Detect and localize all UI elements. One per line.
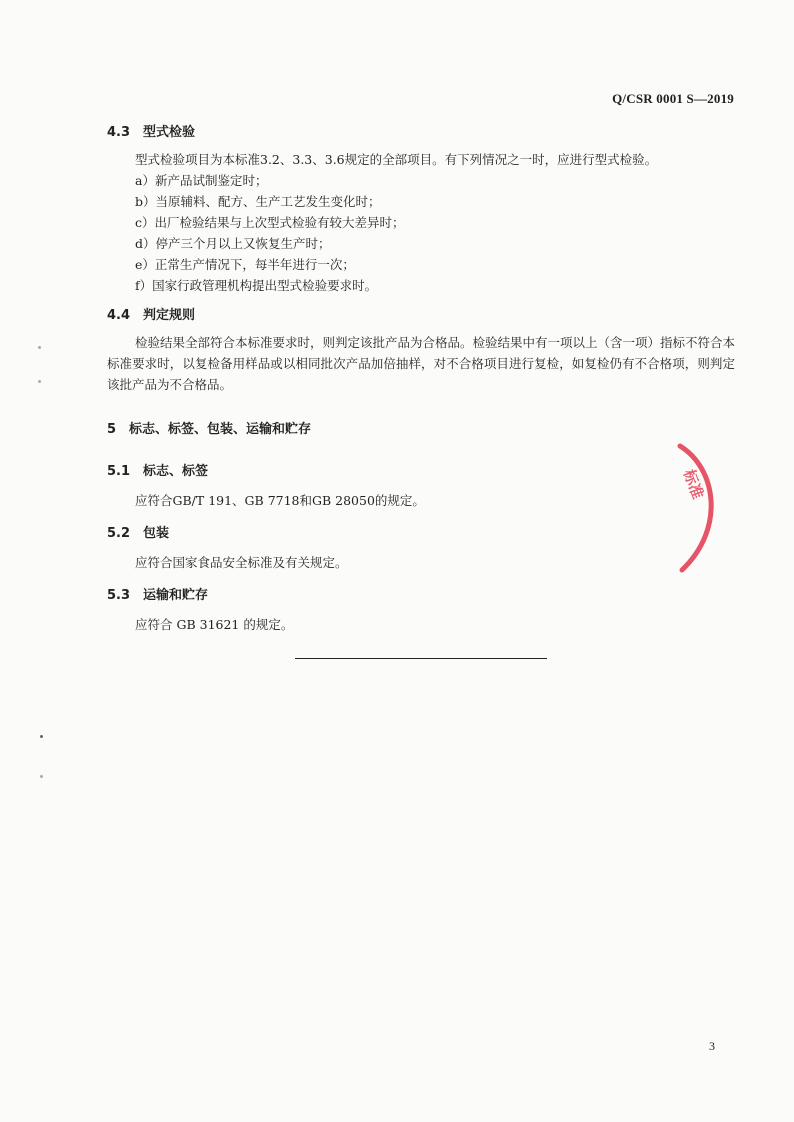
- section-5-2-body: 应符合国家食品安全标准及有关规定。: [135, 555, 348, 570]
- section-title: 运输和贮存: [143, 588, 209, 603]
- official-seal-stamp: [668, 438, 728, 578]
- section-4-3-heading: [107, 121, 195, 140]
- section-5-3-heading: [107, 584, 208, 603]
- list-item: a）新产品试制鉴定时；: [135, 173, 268, 188]
- section-title: 标志、标签: [143, 464, 209, 479]
- page-header-doc-code: Q/CSR 0001 S—2019: [612, 91, 734, 106]
- section-4-4-body: 检验结果全部符合本标准要求时，则判定该批产品为合格品。检验结果中有一项以上（含一项）指标不符合本标准要求时，以复检备用样品或以相同批次产品加倍抽样，对不合格项目进行复检，如复检仍有不合格项，则判定该批产品为不合格品。: [107, 335, 736, 392]
- list-item: f）国家行政管理机构提出型式检验要求时。: [135, 278, 378, 293]
- scan-speck: [40, 735, 43, 738]
- section-number: 5: [107, 422, 117, 437]
- section-5-2-heading: [107, 522, 169, 541]
- section-title: 判定规则: [143, 308, 196, 323]
- section-number: 5.3: [107, 588, 131, 603]
- section-4-4-heading: [107, 304, 195, 323]
- list-item: b）当原辅料、配方、生产工艺发生变化时；: [135, 194, 381, 209]
- section-5-1-body: 应符合GB/T 191、GB 7718和GB 28050的规定。: [135, 493, 425, 508]
- end-rule: [295, 658, 547, 659]
- scan-speck: [38, 346, 41, 349]
- section-number: 5.2: [107, 526, 131, 541]
- section-title: 包装: [143, 526, 170, 541]
- list-item: e）正常生产情况下，每半年进行一次；: [135, 257, 355, 272]
- scan-speck: [38, 380, 41, 383]
- page-number: 3: [709, 1039, 715, 1053]
- seal-arc: [680, 446, 711, 570]
- section-title: 型式检验: [143, 125, 196, 140]
- section-title: 标志、标签、包装、运输和贮存: [129, 422, 312, 437]
- scan-speck: [40, 775, 43, 778]
- section-5-1-heading: [107, 460, 208, 479]
- section-5-heading: [107, 418, 311, 437]
- section-number: 4.4: [107, 308, 131, 323]
- section-number: 4.3: [107, 125, 131, 140]
- section-4-3-intro: 型式检验项目为本标准3.2、3.3、3.6规定的全部项目。有下列情况之一时，应进行型式检验。: [135, 152, 658, 167]
- section-5-3-body: 应符合 GB 31621 的规定。: [135, 617, 294, 632]
- list-item: c）出厂检验结果与上次型式检验有较大差异时；: [135, 215, 405, 230]
- list-item: d）停产三个月以上又恢复生产时；: [135, 236, 331, 251]
- seal-glyph: 标准: [679, 467, 707, 502]
- section-number: 5.1: [107, 464, 131, 479]
